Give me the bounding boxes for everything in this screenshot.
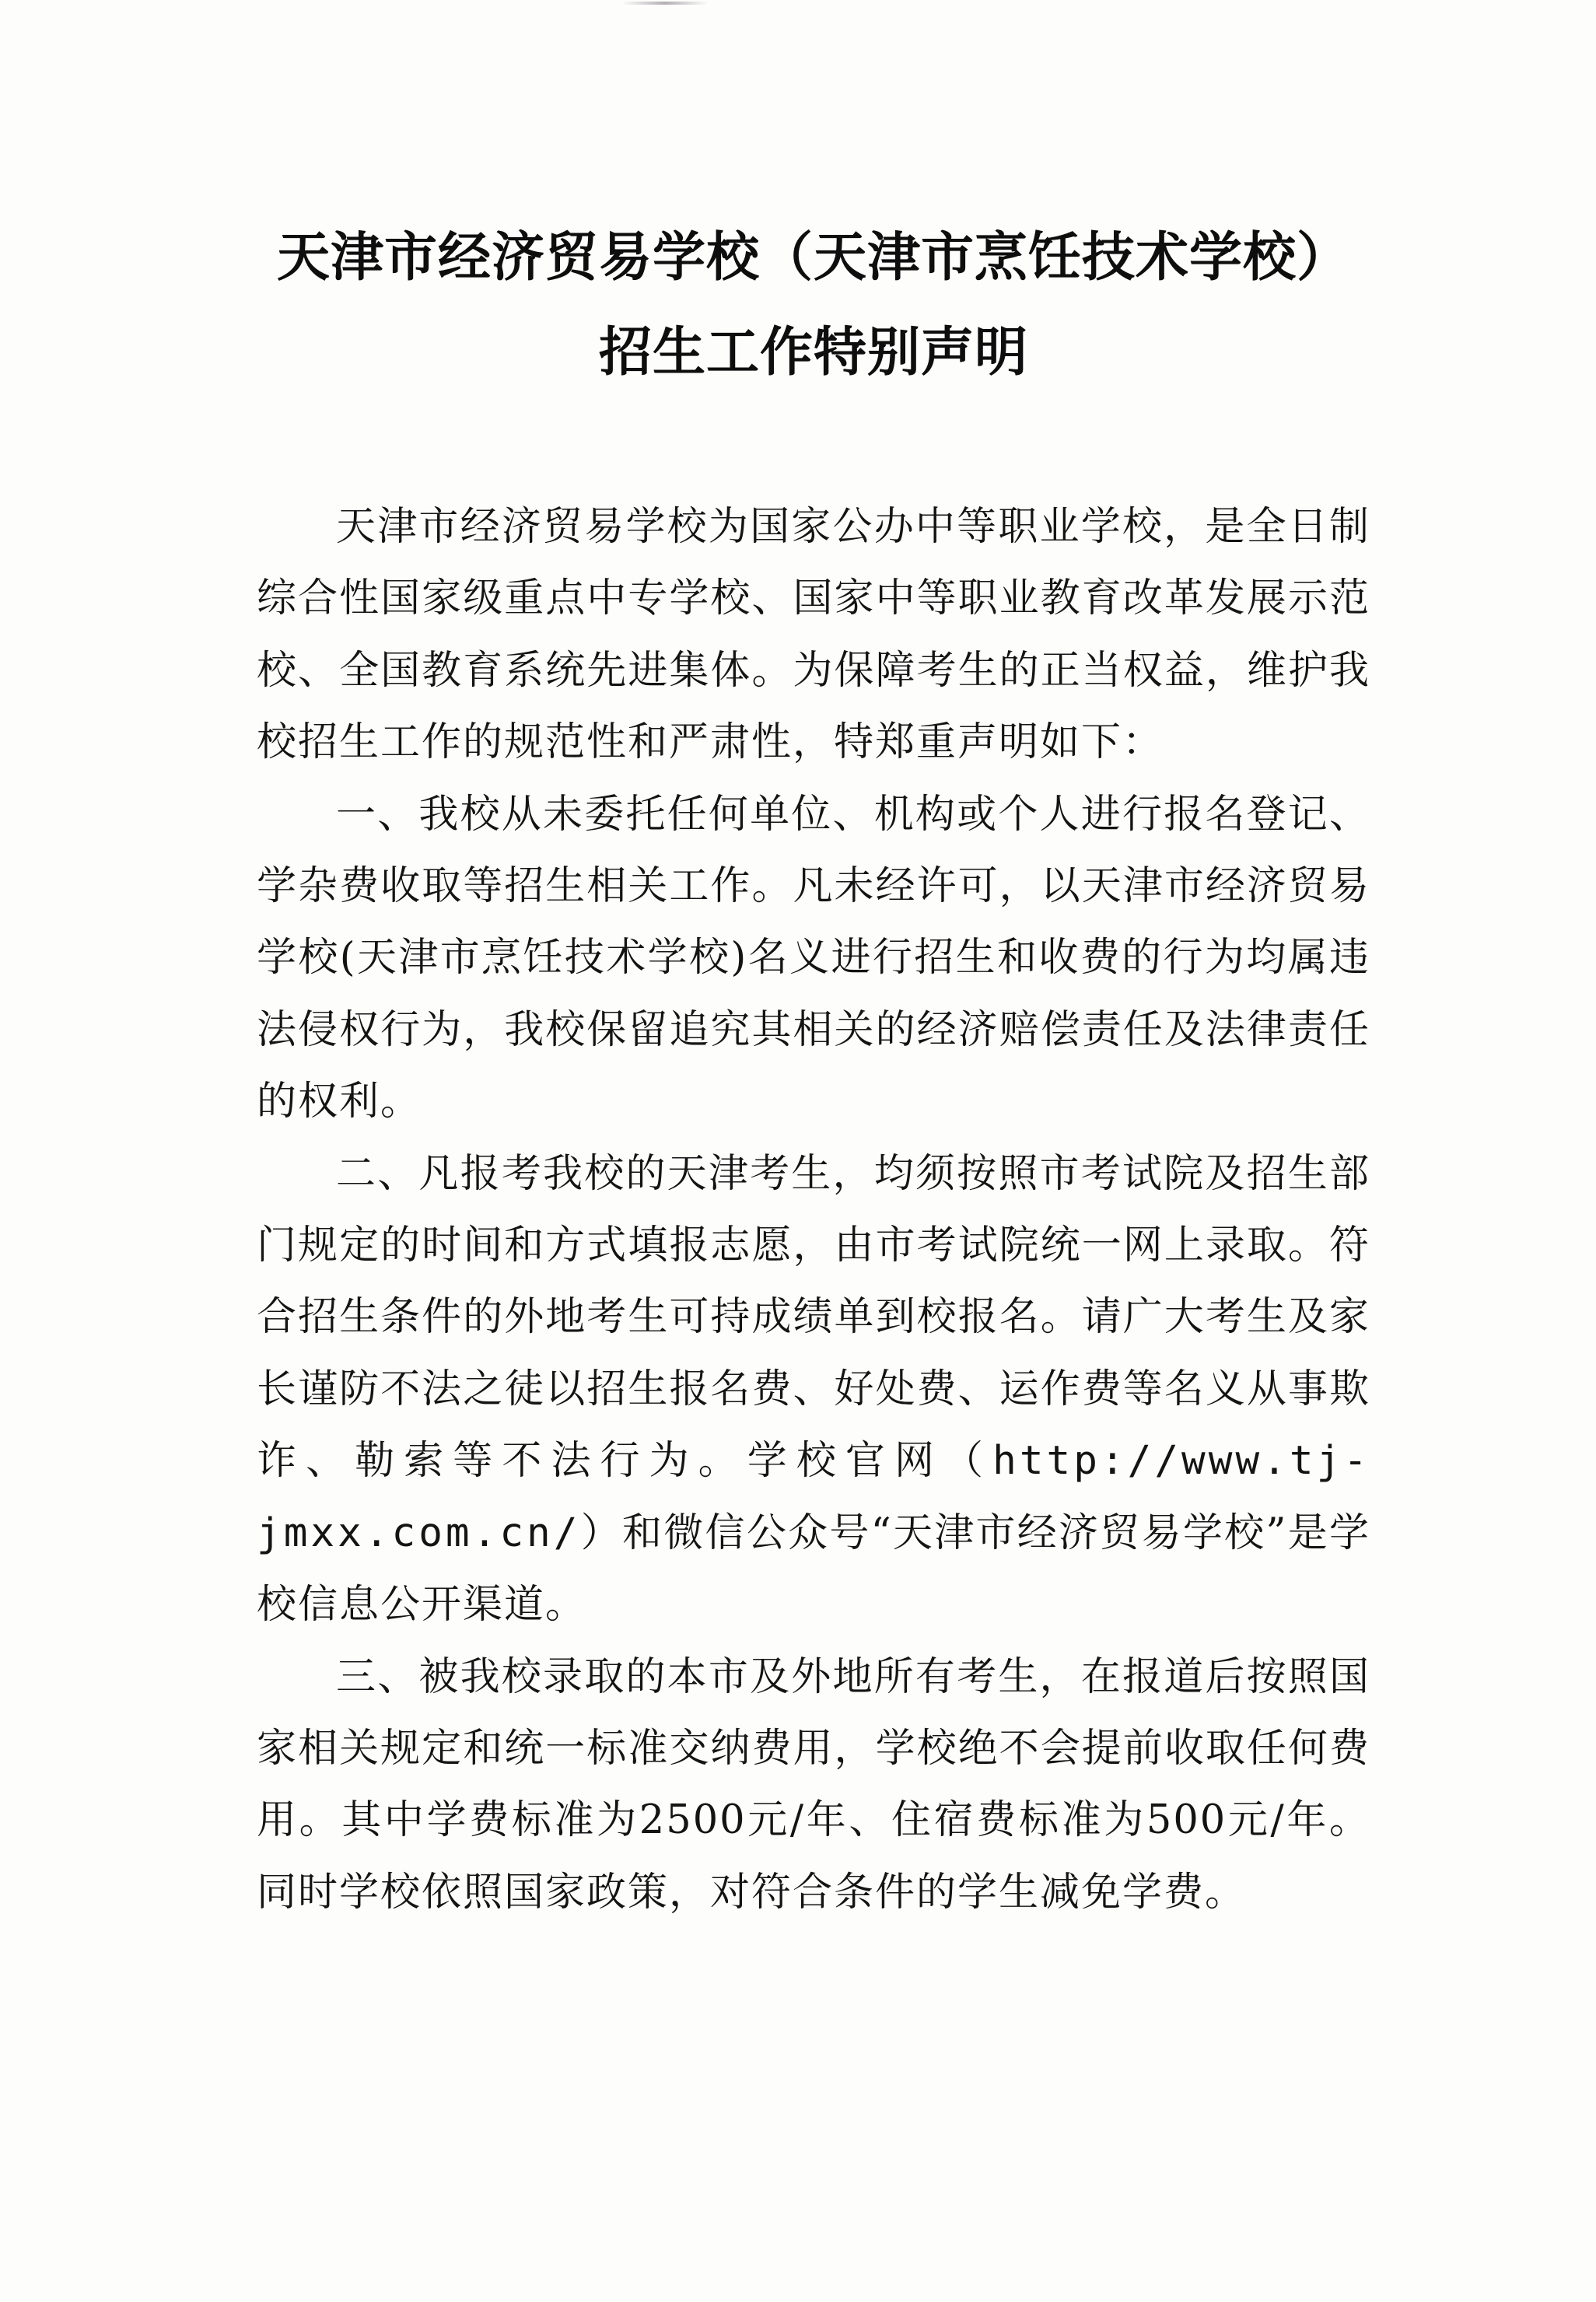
school-website-link[interactable]: http://www.tj-jmxx.com.cn/ [257,1438,1370,1556]
document-title-line2: 招生工作特别声明 [598,322,1028,383]
section-2-text-after-url: ）和微信公众号“天津市经济贸易学校”是学校信息公开渠道。 [257,1510,1370,1629]
document-title-line1: 天津市经济贸易学校（天津市烹饪技术学校） [276,227,1350,289]
section-2-text-before-url: 二、凡报考我校的天津考生，均须按照市考试院及招生部门规定的时间和方式填报志愿，由市考试院统一网上录取。符合招生条件的外地考生可持成绩单到校报名。请广大考生及家长谨防不法之徒以招生报名费、好处费、运作费等名义从事欺诈、勒索等不法行为。学校官网（ [257,1150,1370,1485]
intro-paragraph: 天津市经济贸易学校为国家公办中等职业学校，是全日制综合性国家级重点中专学校、国家中等职业教育改革发展示范校、全国教育系统先进集体。为保障考生的正当权益，维护我校招生工作的规范性和严肃性，特郑重声明如下： [257,504,1370,766]
section-3-paragraph: 三、被我校录取的本市及外地所有考生，在报道后按照国家相关规定和统一标准交纳费用，学校绝不会提前收取任何费用。其中学费标准为2500元/年、住宿费标准为500元/年。同时学校依照国家政策，对符合条件的学生减免学费。 [257,1653,1370,1915]
document-body [257,492,1370,1929]
section-2-paragraph [257,1139,1370,1642]
scan-artifact [622,2,708,5]
section-1-paragraph: 一、我校从未委托任何单位、机构或个人进行报名登记、学杂费收取等招生相关工作。凡未经许可，以天津市经济贸易学校(天津市烹饪技术学校)名义进行招生和收费的行为均属违法侵权行为，我校保留追究其相关的经济赔偿责任及法律责任的权利。 [257,791,1370,1125]
